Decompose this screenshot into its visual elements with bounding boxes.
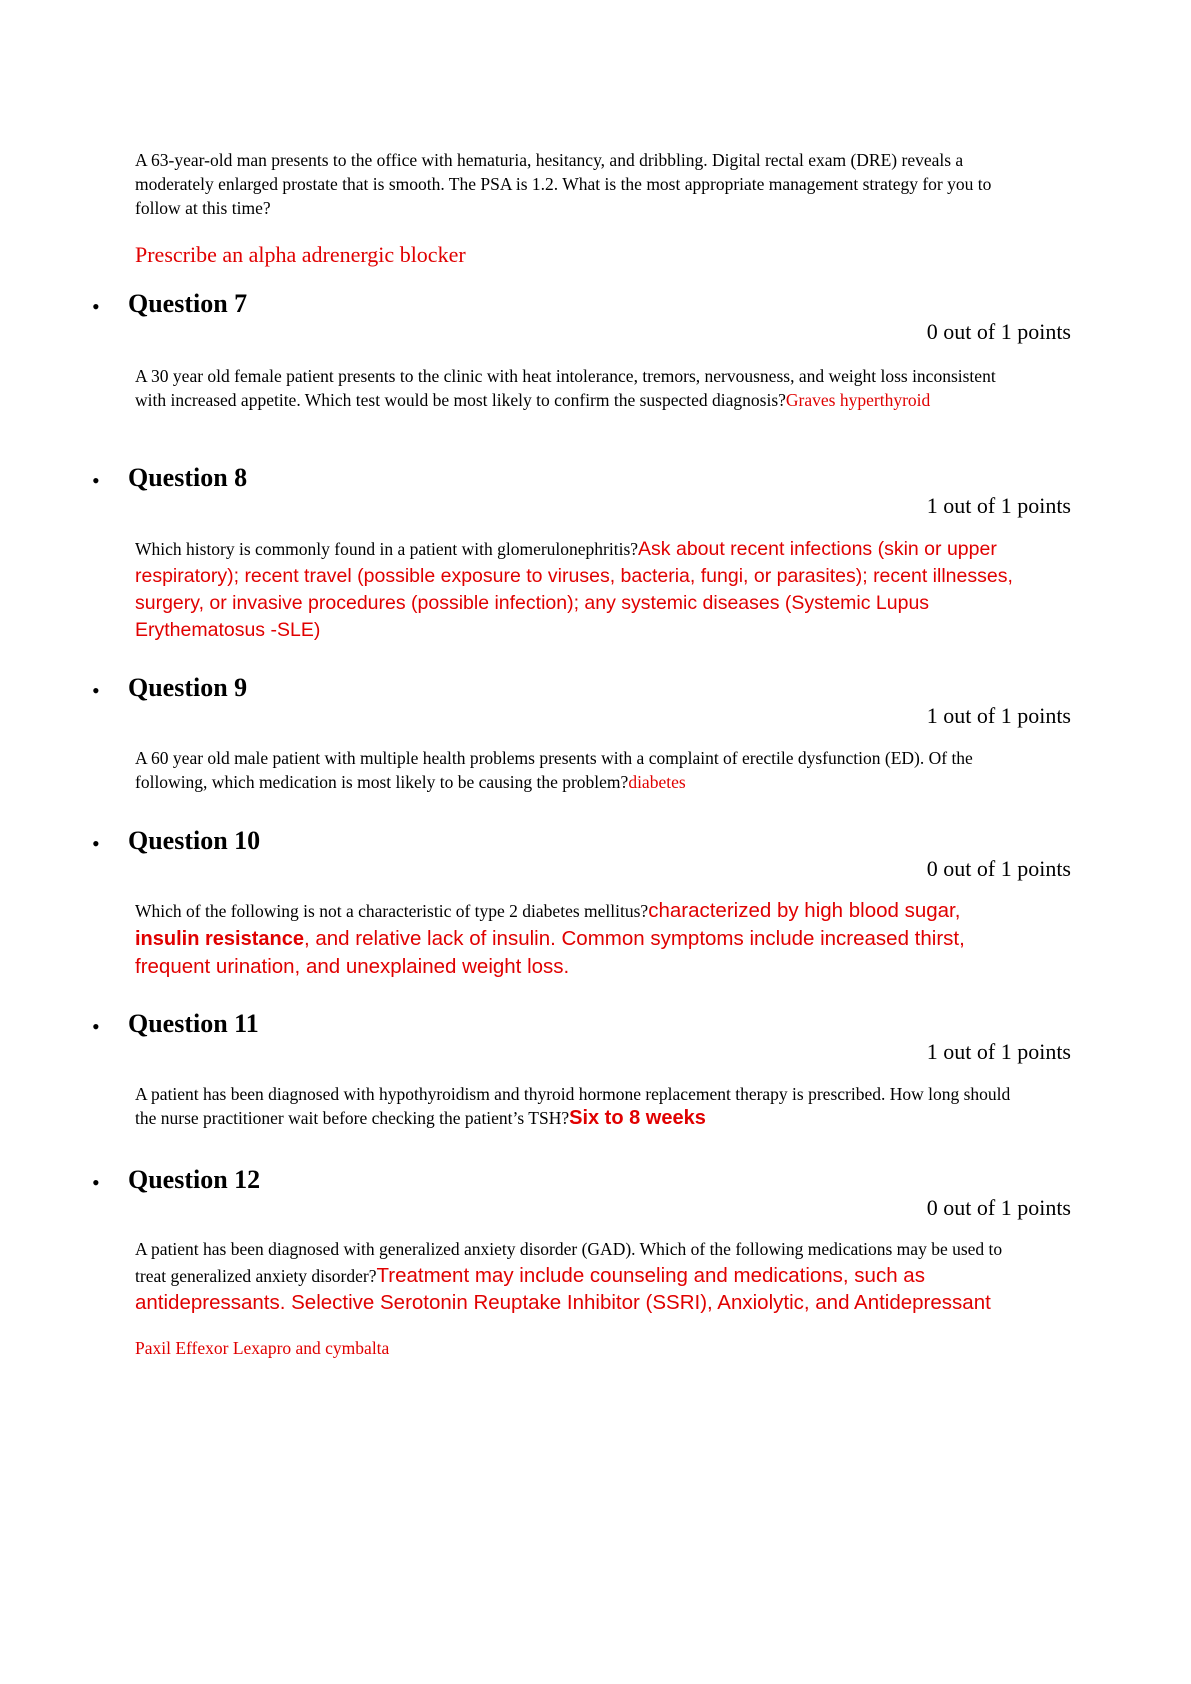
question-body	[135, 536, 1015, 644]
question-points: 0 out of 1 points	[926, 319, 1071, 344]
answer-bold-text: insulin resistance	[135, 928, 304, 950]
question-text	[135, 1082, 1015, 1130]
question-points: 0 out of 1 points	[926, 856, 1071, 881]
answer-text: Graves hyperthyroid	[785, 390, 931, 410]
question-heading: Question 7	[128, 289, 248, 318]
question-heading: Question 8	[128, 463, 248, 492]
extra-answer-text: Paxil Effexor Lexapro and cymbalta	[135, 1338, 390, 1358]
question-body	[135, 746, 1015, 794]
question-points: 0 out of 1 points	[926, 1195, 1071, 1220]
intro-answer: Prescribe an alpha adrenergic blocker	[135, 242, 466, 267]
question-text	[135, 364, 1015, 412]
question-body	[135, 1237, 1015, 1359]
answer-text: Ask about recent infections (skin or upper respiratory); recent travel (possible exposure to viruses, bacteria, fungi, or parasites); recent illnesses, surgery, or invasive procedures (possible infection); any systemic diseases (Systemic Lupus Erythematosus -SLE)	[135, 538, 1013, 641]
question-text	[135, 536, 1015, 644]
question-heading: Question 11	[128, 1009, 259, 1038]
bullet-icon: •	[92, 1170, 100, 1195]
question-points: 1 out of 1 points	[926, 1039, 1071, 1064]
question-text	[135, 746, 1015, 794]
intro-question-block	[135, 148, 1035, 268]
question-points: 1 out of 1 points	[926, 703, 1071, 728]
intro-question-text: A 63-year-old man presents to the office with hematuria, hesitancy, and dribbling. Digital rectal exam (DRE) reveals a moderately enlarged prostate that is smooth. The PSA is 1.2. What is the most appropriate management strategy for you to follow at this time?	[135, 150, 992, 218]
answer-text-continued: , and relative lack of insulin. Common symptoms include increased thirst, frequent urination, and unexplained weight loss.	[135, 927, 965, 978]
question-prompt: A 60 year old male patient with multiple health problems presents with a complaint of erectile dysfunction (ED). Of the following, which medication is most likely to be causing the problem?	[135, 748, 973, 792]
question-heading: Question 12	[128, 1165, 261, 1194]
question-prompt: Which of the following is not a characteristic of type 2 diabetes mellitus?	[135, 901, 649, 921]
answer-text: diabetes	[628, 772, 686, 792]
question-prompt: A 30 year old female patient presents to the clinic with heat intolerance, tremors, nervousness, and weight loss inconsistent with increased appetite. Which test would be most likely to confirm the suspected diagnosis?	[135, 366, 996, 410]
question-body	[135, 364, 1015, 412]
bullet-icon: •	[92, 468, 100, 493]
question-prompt: Which history is commonly found in a patient with glomerulonephritis?	[135, 539, 639, 559]
question-prompt: A patient has been diagnosed with hypothyroidism and thyroid hormone replacement therapy is prescribed. How long should the nurse practitioner wait before checking the patient’s TSH?	[135, 1084, 1011, 1128]
question-body	[135, 897, 1015, 981]
answer-text: Six to 8 weeks	[569, 1107, 706, 1129]
answer-text: characterized by high blood sugar,	[648, 899, 961, 922]
bullet-icon: •	[92, 678, 100, 703]
question-points: 1 out of 1 points	[926, 493, 1071, 518]
question-text	[135, 1237, 1015, 1316]
bullet-icon: •	[92, 831, 100, 856]
question-body	[135, 1082, 1015, 1130]
bullet-icon: •	[92, 1014, 100, 1039]
bullet-icon: •	[92, 294, 100, 319]
question-heading: Question 10	[128, 826, 261, 855]
question-text	[135, 897, 1015, 981]
question-heading: Question 9	[128, 673, 248, 702]
answer-text: Treatment may include counseling and medications, such as antidepressants. Selective Serotonin Reuptake Inhibitor (SSRI), Anxiolytic, and Antidepressant	[135, 1264, 991, 1314]
question-prompt: A patient has been diagnosed with generalized anxiety disorder (GAD). Which of the following medications may be used to treat generalized anxiety disorder?	[135, 1239, 1003, 1286]
